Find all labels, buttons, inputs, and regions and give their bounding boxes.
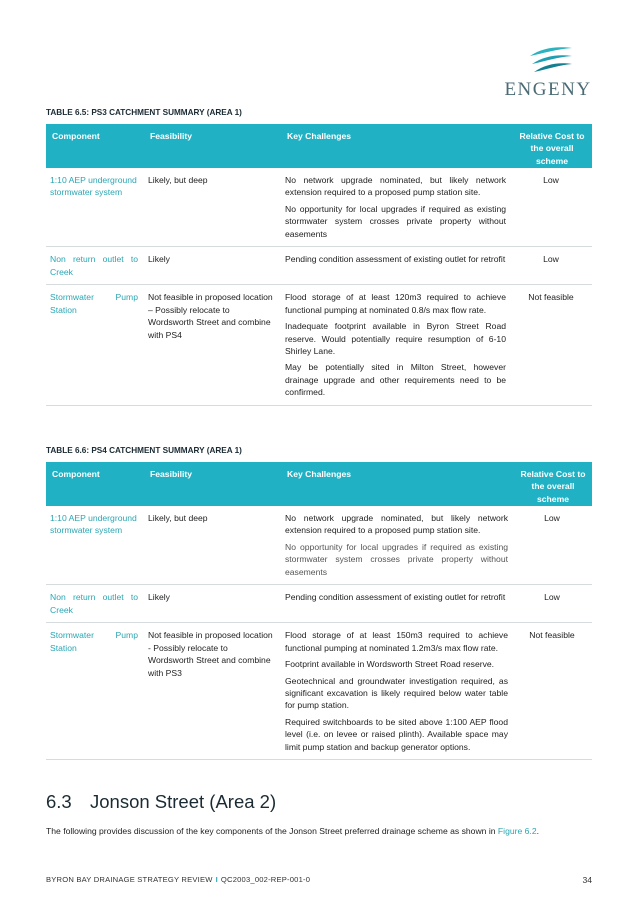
feasibility-cell: Likely, but deep — [144, 168, 281, 247]
component-cell: 1:10 AEP underground stormwater system — [46, 506, 144, 585]
table-caption: TABLE 6.5: PS3 CATCHMENT SUMMARY (AREA 1) — [46, 108, 242, 117]
component-cell: Non return outlet to Creek — [46, 247, 144, 285]
challenge-text: No network upgrade nominated, but likely network extension required to a proposed pump station site. — [285, 513, 508, 536]
footer-document-title — [46, 875, 310, 884]
challenge-text: No opportunity for local upgrades if required as existing stormwater system crosses private property without easements — [285, 203, 506, 239]
table-row — [46, 168, 592, 247]
footer-doc-ref: QC2003_002-REP-001-0 — [220, 875, 311, 884]
cost-cell: Low — [514, 585, 592, 623]
challenges-cell — [281, 623, 514, 760]
feasibility-cell: Likely — [144, 247, 281, 285]
ps3-summary-table — [46, 124, 592, 406]
footer-report-name: BYRON BAY DRAINAGE STRATEGY REVIEW — [46, 875, 213, 884]
component-cell: Stormwater Pump Station — [46, 285, 144, 406]
section-heading — [46, 791, 276, 813]
section-intro — [46, 826, 539, 836]
component-cell: Stormwater Pump Station — [46, 623, 144, 760]
logo-text: ENGENY — [504, 79, 592, 100]
challenge-text: Inadequate footprint available in Byron Street Road reserve. Would potentially require resumption of 6-10 Shirley Lane. — [285, 321, 506, 356]
feasibility-cell: Not feasible in proposed location – Possibly relocate to Wordsworth Street and combine with PS4 — [144, 285, 281, 406]
challenge-text: Flood storage of at least 120m3 required to achieve functional pumping at nominated 0.8/s max flow rate. — [285, 292, 506, 315]
table-header-row — [46, 124, 592, 168]
cost-cell: Not feasible — [514, 623, 592, 760]
challenges-cell — [281, 585, 514, 623]
page-number: 34 — [582, 875, 592, 885]
table-header-row — [46, 462, 592, 506]
cost-cell: Not feasible — [512, 285, 592, 406]
header-component: Component — [46, 462, 144, 506]
table-row — [46, 506, 592, 585]
feasibility-cell: Not feasible in proposed location - Possibly relocate to Wordsworth Street and combine with PS3 — [144, 623, 281, 760]
header-key-challenges: Key Challenges — [281, 124, 512, 168]
section-number: 6.3 — [46, 791, 72, 812]
section-title: Jonson Street (Area 2) — [90, 791, 277, 812]
header-feasibility: Feasibility — [144, 124, 281, 168]
component-cell: Non return outlet to Creek — [46, 585, 144, 623]
header-feasibility: Feasibility — [144, 462, 281, 506]
table-row — [46, 247, 592, 285]
challenge-text: Pending condition assessment of existing outlet for retrofit — [285, 592, 506, 603]
cost-cell: Low — [514, 506, 592, 585]
challenge-text: No network upgrade nominated, but likely network extension required to a proposed pump station site. — [285, 175, 506, 198]
header-relative-cost: Relative Cost to the overall scheme — [514, 462, 592, 506]
engeny-logo — [506, 46, 596, 101]
figure-reference-link[interactable]: Figure 6.2 — [497, 826, 537, 836]
engeny-logo-icon — [528, 46, 574, 76]
challenge-text: Flood storage of at least 150m3 required to achieve functional pumping at nominated 1.2m3/s max flow rate. — [285, 630, 508, 653]
table-row — [46, 285, 592, 406]
challenges-cell — [281, 285, 512, 406]
table-caption: TABLE 6.6: PS4 CATCHMENT SUMMARY (AREA 1) — [46, 446, 242, 455]
challenge-text: Footprint available in Wordsworth Street Road reserve. — [285, 659, 495, 670]
challenges-cell — [281, 168, 512, 247]
component-cell: 1:10 AEP underground stormwater system — [46, 168, 144, 247]
feasibility-cell: Likely, but deep — [144, 506, 281, 585]
footer-separator: I — [215, 875, 218, 884]
challenge-text: Required switchboards to be sited above 1:100 AEP flood level (i.e. on levee or raised plinth). Available space may limit pump station and backup generator options. — [285, 716, 508, 752]
feasibility-cell: Likely — [144, 585, 281, 623]
header-component: Component — [46, 124, 144, 168]
table-row — [46, 585, 592, 623]
table-row — [46, 623, 592, 760]
challenge-text: Geotechnical and groundwater investigation required, as significant excavation is likely required below water table for pump station. — [285, 675, 508, 711]
cost-cell: Low — [512, 247, 592, 285]
challenge-text: No opportunity for local upgrades if required as existing stormwater system crosses private property without easements — [285, 541, 508, 577]
section-intro-text: The following provides discussion of the key components of the Jonson Street preferred drainage scheme as shown in — [46, 826, 498, 836]
challenge-text: May be potentially sited in Milton Street, however drainage upgrade and other requirements need to be confirmed. — [285, 362, 506, 398]
header-key-challenges: Key Challenges — [281, 462, 514, 506]
challenges-cell — [281, 247, 512, 285]
challenge-text: Pending condition assessment of existing outlet for retrofit — [285, 254, 506, 265]
ps4-summary-table — [46, 462, 592, 760]
challenges-cell — [281, 506, 514, 585]
cost-cell: Low — [512, 168, 592, 247]
header-relative-cost: Relative Cost to the overall scheme — [512, 124, 592, 168]
section-intro-end: . — [536, 826, 539, 836]
